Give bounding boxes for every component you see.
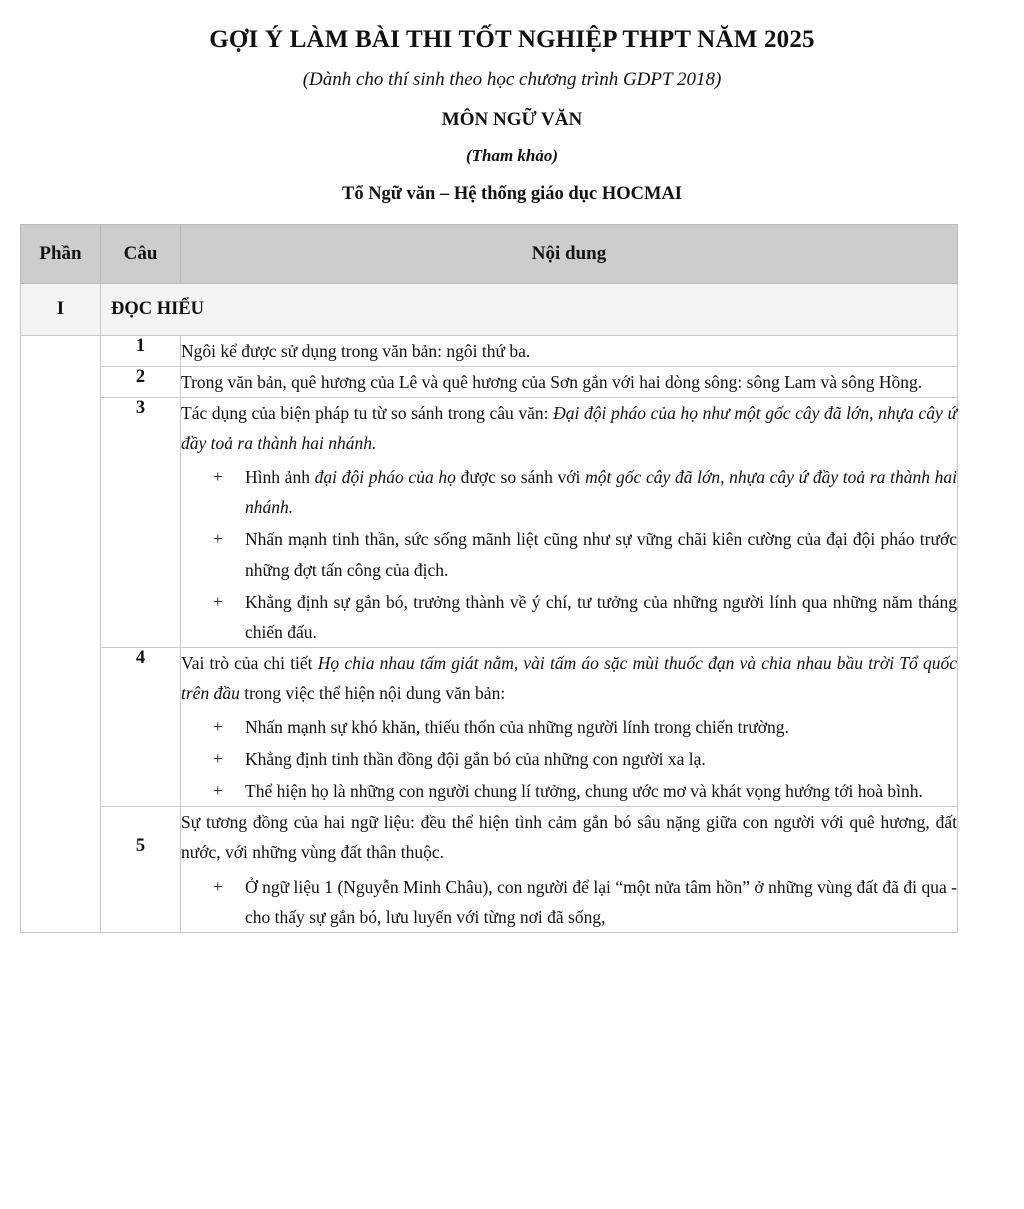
emphasis-text: một gốc cây đã lớn, nhựa cây ứ đầy toả ra thành hai nhánh. <box>245 467 957 518</box>
answer-paragraph <box>181 336 957 366</box>
question-number: 5 <box>101 807 181 932</box>
plain-text: Nhấn mạnh sự khó khăn, thiếu thốn của những người lính trong chiến trường. <box>245 717 789 738</box>
list-item <box>181 744 957 774</box>
column-header-question: Câu <box>101 224 181 283</box>
table-header <box>21 224 958 283</box>
answer-content <box>181 398 958 648</box>
answers-table <box>20 224 958 933</box>
question-number: 2 <box>101 367 181 398</box>
question-number: 4 <box>101 647 181 806</box>
section-label: ĐỌC HIỂU <box>101 283 958 335</box>
plain-text: Nhấn mạnh tinh thần, sức sống mãnh liệt cũng như sự vững chãi kiên cường của đại đội pháo trước những đợt tấn công của địch. <box>245 529 957 580</box>
list-item <box>181 776 957 806</box>
table-row <box>21 335 958 366</box>
answer-paragraph <box>181 807 957 867</box>
answer-bullet-list <box>181 462 957 647</box>
list-item <box>181 462 957 522</box>
part-column-spacer <box>21 335 101 932</box>
plain-text: Sự tương đồng của hai ngữ liệu: đều thể hiện tình cảm gắn bó sâu nặng giữa con người với quê hương, đất nước, với những vùng đất thân thuộc. <box>181 812 957 863</box>
emphasis-text: Đại đội pháo của họ như một gốc cây đã lớn, nhựa cây ứ đầy toả ra thành hai nhánh. <box>181 403 957 454</box>
answer-content <box>181 335 958 366</box>
plus-bullet-icon: + <box>213 781 223 801</box>
column-header-content: Nội dung <box>181 224 958 283</box>
subject-title: MÔN NGỮ VĂN <box>441 108 583 130</box>
answers-table-wrapper <box>20 224 957 933</box>
answer-paragraph <box>181 648 957 708</box>
section-part-number: I <box>21 283 101 335</box>
answer-content <box>181 367 958 398</box>
answer-bullet-list <box>181 872 957 932</box>
plain-text: Hình ảnh <box>245 467 315 488</box>
table-header-row <box>21 224 958 283</box>
plain-text: Khẳng định tinh thần đồng đội gắn bó của những con người xa lạ. <box>245 749 706 770</box>
list-item <box>181 872 957 932</box>
plain-text: được so sánh với <box>455 467 586 488</box>
plain-text: Ở ngữ liệu 1 (Nguyễn Minh Châu), con người để lại “một nửa tâm hồn” ở những vùng đất đã đi qua - cho thấy sự gắn bó, lưu luyến với từng nơi đã sống, <box>245 876 957 927</box>
plain-text: Vai trò của chi tiết <box>181 652 318 673</box>
list-item <box>181 712 957 742</box>
author-line: Tổ Ngữ văn – Hệ thống giáo dục HOCMAI <box>341 183 683 204</box>
plain-text: trong việc thể hiện nội dung văn bản: <box>239 682 506 703</box>
list-item <box>181 524 957 584</box>
plus-bullet-icon: + <box>213 591 223 611</box>
answer-bullet-list <box>181 712 957 806</box>
page-title: GỢI Ý LÀM BÀI THI TỐT NGHIỆP THPT NĂM 2025 <box>209 26 815 53</box>
plus-bullet-icon: + <box>213 467 223 487</box>
plain-text: Khẳng định sự gắn bó, trưởng thành về ý chí, tư tưởng của những người lính qua những năm tháng chiến đấu. <box>245 591 957 642</box>
plus-bullet-icon: + <box>213 717 223 737</box>
answer-paragraph <box>181 398 957 458</box>
plain-text: Ngôi kể được sử dụng trong văn bản: ngôi thứ ba. <box>181 340 531 361</box>
plus-bullet-icon: + <box>213 876 223 896</box>
table-row <box>21 807 958 932</box>
table-row <box>21 398 958 648</box>
question-number: 1 <box>101 335 181 366</box>
list-item <box>181 587 957 647</box>
reference-note: (Tham khảo) <box>465 146 559 166</box>
plain-text: Tác dụng của biện pháp tu từ so sánh trong câu văn: <box>181 403 554 424</box>
table-row <box>21 367 958 398</box>
emphasis-text: đại đội pháo của họ <box>314 467 456 488</box>
plus-bullet-icon: + <box>213 749 223 769</box>
column-header-part: Phần <box>21 224 101 283</box>
table-body <box>21 283 958 932</box>
plain-text: Thể hiện họ là những con người chung lí tưởng, chung ước mơ và khát vọng hướng tới hoà bình. <box>245 781 923 802</box>
plus-bullet-icon: + <box>213 529 223 549</box>
answer-content <box>181 807 958 932</box>
answer-paragraph <box>181 367 957 397</box>
audience-note: (Dành cho thí sinh theo học chương trình GDPT 2018) <box>302 68 722 90</box>
question-number: 3 <box>101 398 181 648</box>
table-row <box>21 647 958 806</box>
answer-content <box>181 647 958 806</box>
plain-text: Trong văn bản, quê hương của Lê và quê hương của Sơn gắn với hai dòng sông: sông Lam và sông Hồng. <box>181 372 923 393</box>
emphasis-text: Họ chia nhau tấm giát nằm, vài tấm áo sặc mùi thuốc đạn và chia nhau bầu trời Tổ quốc trên đầu <box>181 652 957 703</box>
section-row <box>21 283 958 335</box>
document-header <box>0 0 1024 205</box>
